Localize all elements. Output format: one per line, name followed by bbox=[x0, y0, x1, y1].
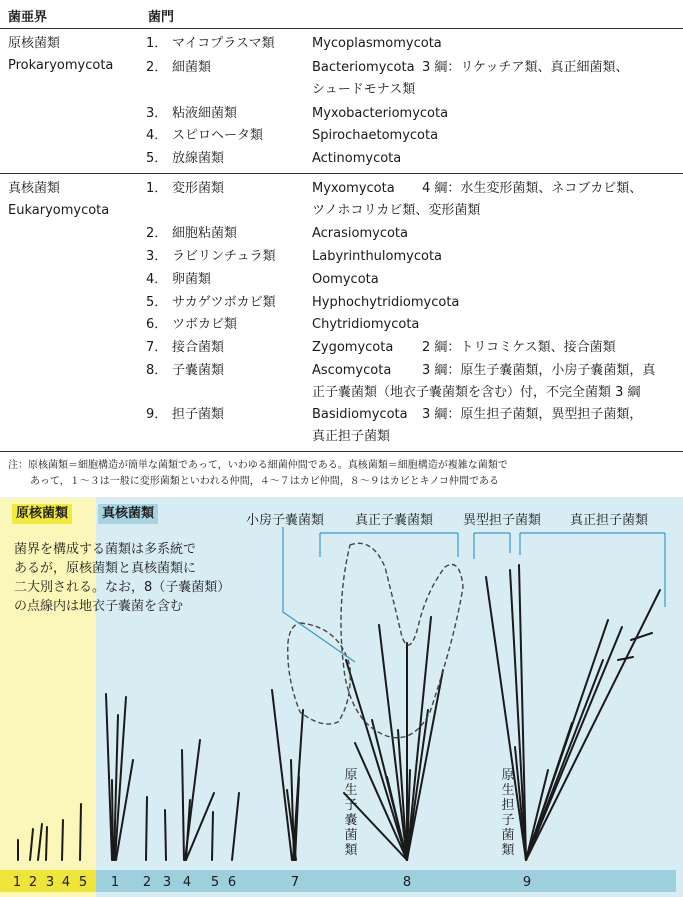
group-name-en: Eukaryomycota bbox=[8, 203, 110, 218]
phylum-name-en: Labyrinthulomycota bbox=[312, 249, 443, 264]
footnote-line-2: あって，１～３は一般に変形菌類といわれる仲間，４～７はカビ仲間，８～９はカビとキノコ仲間である bbox=[30, 476, 499, 487]
phylum-number: 2． bbox=[146, 60, 168, 75]
phylum-name-en: Spirochaetomycota bbox=[312, 128, 439, 143]
table-bottom-rule bbox=[0, 451, 683, 452]
phylum-detail: 4 綱：水生変形菌類、ネコブカビ類、 bbox=[422, 181, 643, 196]
phylum-detail-2: 真正担子菌類 bbox=[312, 429, 391, 444]
phylum-name-en: Hyphochytridiomycota bbox=[312, 295, 460, 310]
group-name-en: Prokaryomycota bbox=[8, 58, 114, 73]
phylum-detail-2: シュードモナス類 bbox=[312, 82, 416, 97]
header-phylum: 菌門 bbox=[148, 10, 175, 25]
phylum-name-ja: 変形菌類 bbox=[172, 181, 225, 196]
eukaryote-number: 8 bbox=[402, 875, 412, 890]
branch-line bbox=[46, 827, 47, 860]
phylum-name-en: Oomycota bbox=[312, 272, 379, 287]
phylum-detail: 2 綱：トリコミケス類、接合菌類 bbox=[422, 340, 616, 355]
phylum-number: 1． bbox=[146, 36, 168, 51]
prokaryote-number: 4 bbox=[61, 875, 71, 890]
vertical-group-label: 原生担子菌類 bbox=[501, 768, 515, 858]
phylum-name-en: Ascomycota bbox=[312, 363, 392, 378]
phylum-number: 3． bbox=[146, 106, 168, 121]
top-group-label: 真正担子菌類 bbox=[569, 513, 649, 528]
phylum-name-en: Bacteriomycota bbox=[312, 60, 415, 75]
eukaryote-number: 5 bbox=[210, 875, 220, 890]
phylum-number: 8． bbox=[146, 363, 168, 378]
phylum-name-ja: 放線菌類 bbox=[172, 151, 225, 166]
eukaryote-number: 6 bbox=[227, 875, 237, 890]
phylum-detail-2: 正子嚢菌類（地衣子嚢菌類を含む）付，不完全菌類 3 綱 bbox=[312, 385, 641, 400]
phylum-name-ja: スピロヘータ類 bbox=[172, 128, 264, 143]
group-name-ja: 原核菌類 bbox=[8, 36, 61, 51]
top-group-label: 真正子嚢菌類 bbox=[354, 513, 434, 528]
phylum-detail: 3 綱：原生子嚢菌類，小房子嚢菌類，真 bbox=[422, 363, 656, 378]
diagram-description bbox=[14, 540, 230, 616]
eukaryote-number: 4 bbox=[182, 875, 192, 890]
branch-line bbox=[165, 810, 166, 860]
phylum-name-en: Myxomycota bbox=[312, 181, 395, 196]
phylum-number: 4． bbox=[146, 272, 168, 287]
prokaryote-number: 2 bbox=[28, 875, 38, 890]
group-name-ja: 真核菌類 bbox=[8, 181, 61, 196]
phylum-name-ja: 粘液細菌類 bbox=[172, 106, 238, 121]
branch-line bbox=[146, 797, 147, 860]
branch-line bbox=[212, 812, 213, 860]
phylum-number: 4． bbox=[146, 128, 168, 143]
phylum-number: 5． bbox=[146, 295, 168, 310]
phylum-name-ja: マイコプラスマ類 bbox=[172, 36, 275, 51]
phylum-number: 2． bbox=[146, 226, 168, 241]
phylum-detail: 3 綱：原生担子菌類，異型担子菌類， bbox=[422, 407, 643, 422]
phylum-name-ja: 担子菌類 bbox=[172, 407, 225, 422]
description-line-1: 菌界を構成する菌類は多系統で bbox=[14, 542, 197, 557]
phylum-number: 1． bbox=[146, 181, 168, 196]
branch-line bbox=[112, 780, 113, 860]
description-line-2: あるが，原核菌類と真核菌類に bbox=[14, 561, 197, 576]
phylum-number: 3． bbox=[146, 249, 168, 264]
footnote-line-1: 注：原核菌類＝細胞構造が簡単な菌類であって，いわゆる細菌仲間である。真核菌類＝細胞構造が複雑な菌類で bbox=[8, 460, 508, 471]
phylum-name-ja: 細胞粘菌類 bbox=[172, 226, 238, 241]
eukaryote-number: 1 bbox=[110, 875, 120, 890]
phylum-name-ja: ラビリンチュラ類 bbox=[172, 249, 276, 264]
top-group-label: 異型担子菌類 bbox=[462, 513, 542, 528]
group-divider-rule bbox=[0, 173, 683, 174]
top-group-label: 小房子嚢菌類 bbox=[245, 513, 325, 528]
prokaryote-label: 原核菌類 bbox=[12, 504, 72, 524]
phylum-name-en: Basidiomycota bbox=[312, 407, 408, 422]
phylum-detail-2: ツノホコリカビ類、変形菌類 bbox=[312, 203, 481, 218]
phylum-number: 6． bbox=[146, 317, 168, 332]
prokaryote-number: 5 bbox=[78, 875, 88, 890]
phylum-name-en: Acrasiomycota bbox=[312, 226, 408, 241]
eukaryote-number: 9 bbox=[522, 875, 532, 890]
eukaryote-number: 7 bbox=[290, 875, 300, 890]
phylum-number: 9． bbox=[146, 407, 168, 422]
eukaryote-number: 2 bbox=[142, 875, 152, 890]
phylum-name-en: Actinomycota bbox=[312, 151, 402, 166]
phylum-name-ja: 子嚢菌類 bbox=[172, 363, 225, 378]
description-line-4: の点線内は地衣子嚢菌を含む bbox=[14, 599, 184, 614]
phylum-name-ja: 接合菌類 bbox=[172, 340, 225, 355]
phylum-name-ja: ツボカビ類 bbox=[172, 317, 238, 332]
vertical-group-label: 原生子嚢菌類 bbox=[344, 768, 358, 858]
phylum-name-ja: 卵菌類 bbox=[172, 272, 212, 287]
phylum-name-en: Myxobacteriomycota bbox=[312, 106, 449, 121]
phylum-name-en: Zygomycota bbox=[312, 340, 394, 355]
description-line-3: 二大別される。なお，8（子嚢菌類） bbox=[14, 580, 231, 595]
phylum-number: 5． bbox=[146, 151, 168, 166]
eukaryote-label: 真核菌類 bbox=[98, 504, 158, 524]
branch-line bbox=[62, 820, 63, 860]
phylum-name-en: Mycoplasmomycota bbox=[312, 36, 442, 51]
branch-line bbox=[80, 804, 81, 860]
table-top-rule bbox=[0, 28, 683, 29]
phylum-detail: 3 綱：リケッチア類、真正細菌類、 bbox=[422, 60, 629, 75]
eukaryote-number: 3 bbox=[162, 875, 172, 890]
phylum-name-en: Chytridiomycota bbox=[312, 317, 420, 332]
phylum-number: 7． bbox=[146, 340, 168, 355]
prokaryote-number: 3 bbox=[45, 875, 55, 890]
prokaryote-number: 1 bbox=[12, 875, 22, 890]
phylum-name-ja: 細菌類 bbox=[172, 60, 212, 75]
header-subkingdom: 菌亜界 bbox=[8, 10, 48, 25]
phylum-name-ja: サカゲツボカビ類 bbox=[172, 295, 276, 310]
